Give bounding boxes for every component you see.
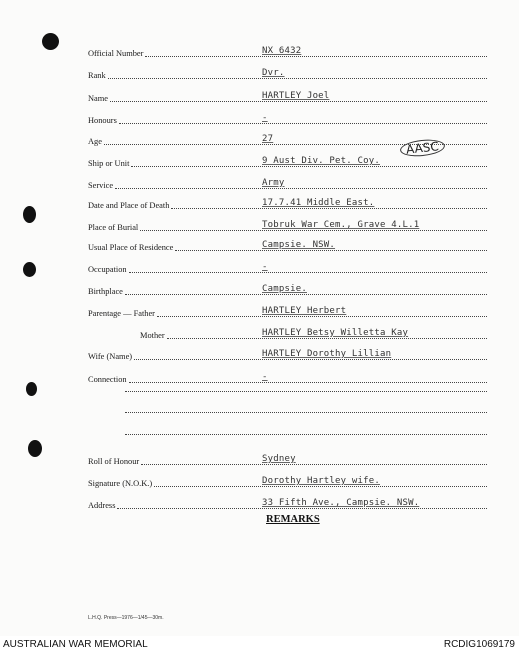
field-label: Rank <box>88 71 106 80</box>
form-row <box>0 320 519 340</box>
form-row <box>0 212 519 232</box>
field-value: HARTLEY Herbert <box>262 306 347 316</box>
archive-name: AUSTRALIAN WAR MEMORIAL <box>3 639 148 650</box>
field-value: 33 Fifth Ave., Campsie. NSW. <box>262 498 420 508</box>
field-label: Birthplace <box>88 287 123 296</box>
field-label: Age <box>88 137 102 146</box>
dotted-leader <box>140 230 487 231</box>
field-value: - <box>262 262 268 272</box>
form-row <box>0 105 519 125</box>
field-label: Ship or Unit <box>88 159 130 168</box>
form-row <box>0 276 519 296</box>
form-row <box>0 60 519 80</box>
field-label: Honours <box>88 116 117 125</box>
field-value: Dorothy Hartley wife. <box>262 476 380 486</box>
archive-reference: RCDIG1069179 <box>443 639 515 650</box>
form-row <box>0 232 519 252</box>
field-value: Campsie. <box>262 284 307 294</box>
field-value: 27 <box>262 134 274 144</box>
field-label: Connection <box>88 375 127 384</box>
form-row <box>0 446 519 466</box>
dotted-leader <box>141 464 487 465</box>
connection-line <box>125 434 487 435</box>
dotted-leader <box>134 359 487 360</box>
field-value: Tobruk War Cem., Grave 4.L.1 <box>262 220 420 230</box>
connection-line <box>125 391 487 392</box>
field-label: Address <box>88 501 116 510</box>
field-value: - <box>262 113 268 123</box>
field-value: HARTLEY Betsy Willetta Kay <box>262 328 409 338</box>
field-label: Usual Place of Residence <box>88 243 174 252</box>
remarks-heading: REMARKS <box>266 514 320 525</box>
dotted-leader <box>167 338 487 339</box>
connection-line <box>125 412 487 413</box>
field-label: Service <box>88 181 114 190</box>
dotted-leader <box>154 486 487 487</box>
form-row <box>0 341 519 361</box>
field-label: Place of Burial <box>88 223 139 232</box>
field-label: Wife (Name) <box>88 352 133 361</box>
form-row <box>0 38 519 58</box>
field-label: Occupation <box>88 265 127 274</box>
form-row <box>0 298 519 318</box>
dotted-leader <box>157 316 487 317</box>
field-value: HARTLEY Dorothy Lillian <box>262 349 392 359</box>
dotted-leader <box>145 56 487 57</box>
field-value: Sydney <box>262 454 296 464</box>
dotted-leader <box>119 123 487 124</box>
field-label: Parentage — Father <box>88 309 155 318</box>
field-value: - <box>262 372 268 382</box>
form-row <box>0 364 519 384</box>
form-row <box>0 170 519 190</box>
form-row <box>0 254 519 274</box>
field-label: Official Number <box>88 49 144 58</box>
field-value: NX 6432 <box>262 46 302 56</box>
field-value: Army <box>262 178 285 188</box>
dotted-leader <box>171 208 487 209</box>
field-value: HARTLEY Joel <box>262 91 330 101</box>
form-row <box>0 490 519 510</box>
field-label: Roll of Honour <box>88 457 140 466</box>
form-row <box>0 83 519 103</box>
archive-footer <box>0 637 519 653</box>
form-row <box>0 468 519 488</box>
field-label: Signature (N.O.K.) <box>88 479 153 488</box>
dotted-leader <box>175 250 487 251</box>
field-label: Date and Place of Death <box>88 201 170 210</box>
field-value: 17.7.41 Middle East. <box>262 198 375 208</box>
dotted-leader <box>115 188 487 189</box>
printer-imprint: L.H.Q. Press—1976—1/45—30m. <box>88 615 164 621</box>
punch-hole-4 <box>26 382 37 396</box>
dotted-leader <box>108 78 487 79</box>
dotted-leader <box>129 382 487 383</box>
dotted-leader <box>129 272 487 273</box>
field-value: Dvr. <box>262 68 285 78</box>
dotted-leader <box>117 508 487 509</box>
field-value: 9 Aust Div. Pet. Coy. <box>262 156 380 166</box>
dotted-leader <box>125 294 487 295</box>
dotted-leader <box>110 101 487 102</box>
field-label: Mother <box>140 331 165 340</box>
form-row <box>0 190 519 210</box>
field-value: Campsie. NSW. <box>262 240 336 250</box>
handwritten-annotation: AASC <box>399 138 445 159</box>
dotted-leader <box>131 166 487 167</box>
field-label: Name <box>88 94 108 103</box>
